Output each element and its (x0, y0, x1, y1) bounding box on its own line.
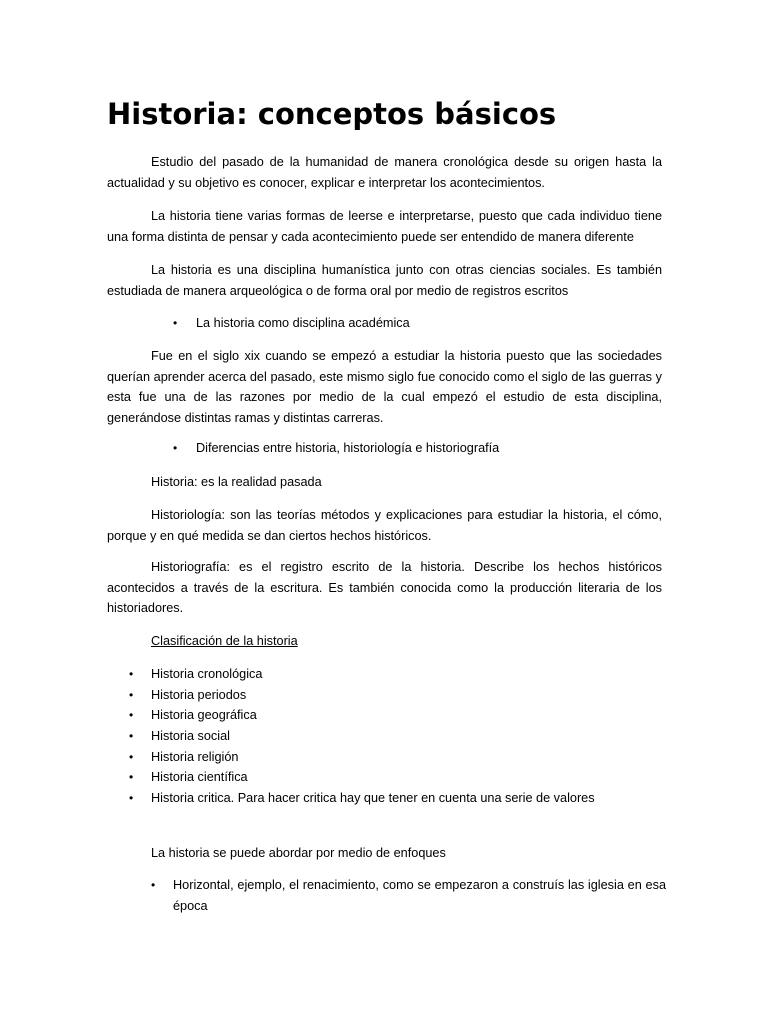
bullet-icon: • (129, 687, 134, 702)
list-item (129, 788, 689, 809)
bullet-icon: • (173, 316, 178, 330)
list-item-label: Historia social (151, 729, 230, 744)
document-title: Historia: conceptos básicos (107, 97, 557, 131)
list-item (129, 705, 689, 726)
paragraph-formas: La historia tiene varias formas de leerse e interpretarse, puesto que cada individuo tiene una forma distinta de pensar y cada acontecimiento puede ser entendido de manera diferente (107, 209, 662, 244)
paragraph-historiografia: Historiografía: es el registro escrito de la historia. Describe los hechos históricos acontecidos a través de la escritura. Es también conocida como la producción literaria de los historiadores. (107, 560, 662, 615)
bullet-icon: • (129, 729, 134, 744)
bullet-label: La historia como disciplina académica (196, 316, 410, 330)
list-item-label: Historia periodos (151, 687, 247, 702)
list-item (129, 685, 689, 706)
list-item-label: Horizontal, ejemplo, el renacimiento, como se empezaron a construís las iglesia en esa época (173, 878, 666, 913)
list-item-label: Historia critica. Para hacer critica hay que tener en cuenta una serie de valores (151, 791, 595, 806)
clasificacion-heading: Clasificación de la historia (151, 634, 298, 648)
list-item (129, 767, 689, 788)
bullet-icon: • (129, 749, 134, 764)
list-item-label: Historia religión (151, 749, 239, 764)
list-item (129, 726, 689, 747)
bullet-icon: • (129, 791, 134, 806)
bullet-icon: • (129, 770, 134, 785)
definition-historia: Historia: es la realidad pasada (151, 475, 322, 489)
list-item-label: Historia cronológica (151, 667, 263, 681)
paragraph-historiologia: Historiología: son las teorías métodos y explicaciones para estudiar la historia, el cómo, porque y en qué medida se dan ciertos hechos históricos. (107, 508, 662, 543)
paragraph-siglo-xix: Fue en el siglo xix cuando se empezó a estudiar la historia puesto que las sociedades querían aprender acerca del pasado, este mismo siglo fue conocido como el siglo de las guerras y esta fue una de las razones por medio de la cual empezó el estudio de esta disciplina, generándose distintas ramas y distintas carreras. (107, 349, 662, 425)
list-item (129, 747, 689, 768)
list-item (129, 664, 689, 685)
bullet-label: Diferencias entre historia, historiología e historiografía (196, 441, 500, 455)
bullet-icon: • (151, 878, 156, 892)
paragraph-disciplina-humanistica: La historia es una disciplina humanística junto con otras ciencias sociales. Es también estudiada de manera arqueológica o de forma oral por medio de registros escritos (107, 263, 662, 298)
list-item-label: Historia científica (151, 770, 248, 785)
bullet-icon: • (129, 708, 134, 723)
bullet-icon: • (129, 667, 134, 681)
enfoques-intro: La historia se puede abordar por medio de enfoques (151, 846, 446, 860)
paragraph-estudio: Estudio del pasado de la humanidad de manera cronológica desde su origen hasta la actualidad y su objetivo es conocer, explicar e interpretar los acontecimientos. (107, 155, 662, 190)
bullet-icon: • (173, 441, 178, 455)
enfoques-list-item (151, 875, 666, 916)
clasificacion-list (129, 664, 689, 809)
list-item-label: Historia geográfica (151, 708, 257, 723)
